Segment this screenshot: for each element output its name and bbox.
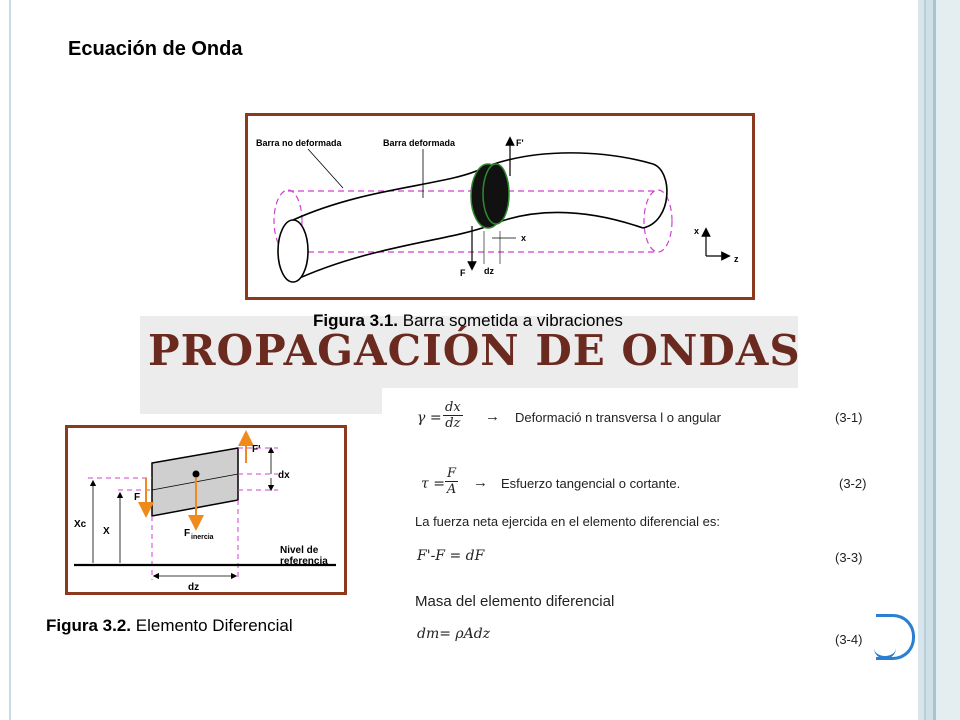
caption-text: Elemento Diferencial	[131, 616, 293, 635]
eq2-numerator: F	[447, 466, 457, 481]
eq2-lhs: τ =	[421, 476, 445, 492]
label-referencia: referencia	[280, 556, 328, 567]
title-banner-extension	[140, 388, 382, 414]
label-deformed: Barra deformada	[383, 138, 456, 148]
equations-panel	[405, 388, 890, 660]
mass-text: Masa del elemento diferencial	[415, 593, 615, 610]
eq1-number: (3-1)	[835, 410, 863, 425]
eq1-denominator: dz	[445, 416, 461, 431]
axis-x-label: x	[694, 226, 700, 236]
eq3-number: (3-3)	[835, 550, 863, 565]
label-dz: dz	[484, 266, 494, 276]
label-f-inercia: F	[184, 528, 191, 539]
differential-element-diagram	[68, 428, 344, 592]
eq2-number: (3-2)	[839, 476, 867, 491]
label-dz: dz	[188, 582, 200, 592]
label-f-prime: F'	[516, 138, 524, 148]
eq1-numerator: dx	[445, 400, 461, 415]
eq4-number: (3-4)	[835, 632, 863, 647]
eq2-denominator: A	[446, 482, 457, 497]
label-xc: Xc	[74, 519, 87, 530]
label-x: X	[103, 526, 110, 537]
net-force-text: La fuerza neta ejercida en el elemento diferencial es:	[415, 514, 720, 529]
figure-3-1	[245, 113, 755, 300]
caption-bold: Figura 3.1.	[313, 311, 399, 330]
right-decor-band	[926, 0, 933, 720]
label-undeformed: Barra no deformada	[256, 138, 342, 148]
axis-z-label: z	[734, 254, 739, 264]
eq2-fraction	[445, 466, 458, 497]
label-f: F	[134, 492, 141, 503]
label-x: x	[521, 233, 527, 243]
banner-title: PROPAGACIÓN DE ONDAS	[148, 326, 801, 375]
caption-bold: Figura 3.2.	[46, 616, 132, 635]
figure-3-2-caption	[46, 616, 293, 636]
label-nivel: Nivel de	[280, 545, 319, 556]
eq1-arrow: →	[485, 408, 500, 425]
label-inercia-sub: inercia	[191, 534, 214, 541]
eq2-description: Esfuerzo tangencial o cortante.	[501, 476, 681, 491]
caption-text: Barra sometida a vibraciones	[398, 311, 623, 330]
eq1-description: Deformació n transversa l o angular	[515, 410, 721, 425]
figure-3-1-caption	[313, 311, 623, 331]
eq3-expression: F'-F = dF	[417, 548, 485, 564]
figure-3-2	[65, 425, 347, 595]
label-dx: dx	[278, 470, 290, 481]
label-f-prime: F'	[252, 444, 261, 455]
eq2-arrow: →	[473, 474, 488, 491]
eq4-expression: dm= ρAdz	[417, 626, 491, 642]
left-border-line	[9, 0, 11, 720]
eq1-fraction	[443, 400, 463, 431]
eq1-lhs: γ =	[417, 410, 442, 426]
right-decor-band	[936, 0, 960, 720]
slide-title: Ecuación de Onda	[68, 38, 243, 60]
deformed-bar-diagram	[248, 116, 752, 297]
label-f: F	[460, 268, 466, 278]
